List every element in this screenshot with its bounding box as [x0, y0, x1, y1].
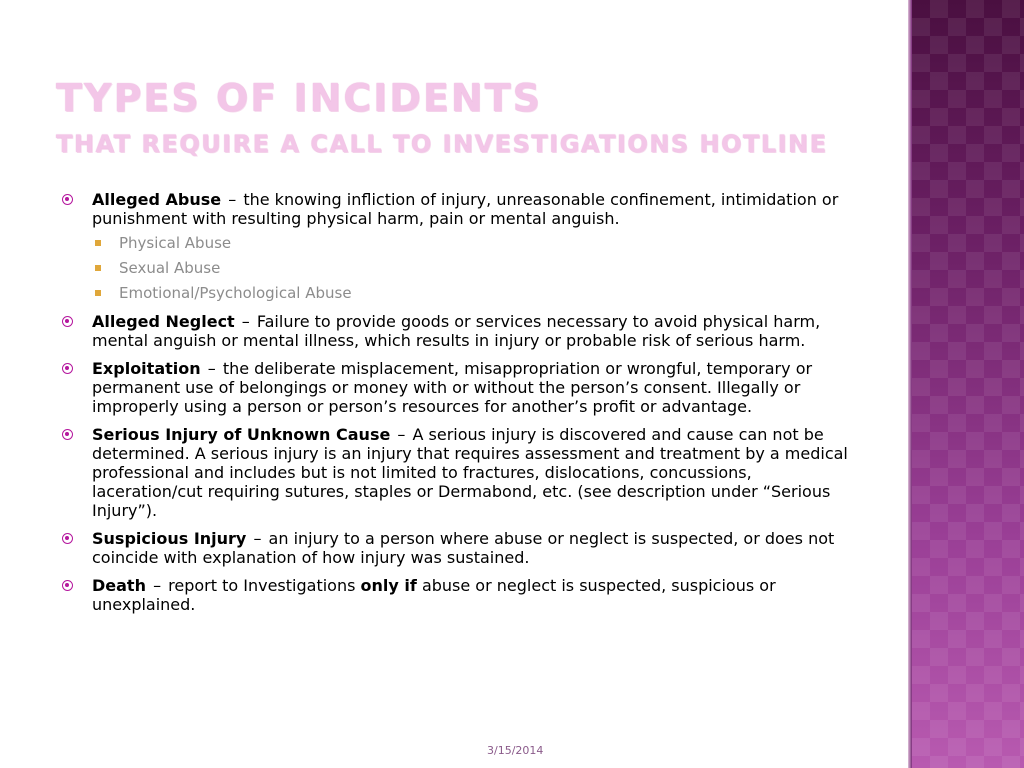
item-dash: –	[228, 190, 237, 209]
item-description: the knowing infliction of injury, unreasonable confinement, intimidation or punishment with resulting physical harm, pain or mental anguish.	[92, 190, 839, 228]
circle-dot-icon	[62, 194, 73, 205]
circle-dot-icon	[62, 580, 73, 591]
circle-dot-icon	[62, 533, 73, 544]
incident-list	[62, 190, 852, 623]
list-item-exploitation	[62, 359, 852, 416]
list-item-serious-injury	[62, 425, 852, 520]
item-description: Failure to provide goods or services necessary to avoid physical harm, mental anguish or mental illness, which results in injury or probable risk of serious harm.	[92, 312, 821, 350]
side-decorative-band	[912, 0, 1024, 768]
list-item-death	[62, 576, 852, 614]
item-dash: –	[207, 359, 216, 378]
sub-item-sexual-abuse	[92, 259, 852, 278]
item-description: the deliberate misplacement, misappropriation or wrongful, temporary or permanent use of belongings or money with or without the person’s consent. Illegally or improperly using a person or person’s resources for another’s profit or advantage.	[92, 359, 813, 416]
sub-item-label: Physical Abuse	[119, 234, 232, 252]
item-term: Suspicious Injury	[92, 529, 247, 548]
item-dash: –	[253, 529, 262, 548]
sub-item-label: Sexual Abuse	[119, 259, 221, 277]
sub-item-physical-abuse	[92, 234, 852, 253]
item-description-start: report to Investigations	[168, 576, 356, 595]
sub-item-emotional-abuse	[92, 284, 852, 303]
slide-title: TYPES OF INCIDENTS	[56, 76, 542, 120]
list-item-alleged-abuse	[62, 190, 852, 303]
item-term: Death	[92, 576, 146, 595]
abuse-subtypes	[92, 234, 852, 303]
circle-dot-icon	[62, 363, 73, 374]
list-item-suspicious-injury	[62, 529, 852, 567]
item-term: Serious Injury of Unknown Cause	[92, 425, 391, 444]
square-bullet-icon	[95, 265, 101, 271]
item-term: Alleged Neglect	[92, 312, 235, 331]
list-item-alleged-neglect	[62, 312, 852, 350]
square-bullet-icon	[95, 240, 101, 246]
item-dash: –	[241, 312, 250, 331]
item-term: Alleged Abuse	[92, 190, 222, 209]
item-description-end: abuse or neglect is suspected, suspicious or unexplained.	[92, 576, 776, 614]
item-description: A serious injury is discovered and cause can not be determined. A serious injury is an injury that requires assessment and treatment by a medical professional and includes but is not limited to fractures, dislocations, concussions, laceration/cut requiring sutures, staples or Dermabond, etc. (see description under “Serious Injury”).	[92, 425, 848, 520]
item-term: Exploitation	[92, 359, 201, 378]
item-emphasis: only if	[360, 576, 417, 595]
slide-subtitle: THAT REQUIRE A CALL TO INVESTIGATIONS HOTLINE	[56, 130, 828, 158]
circle-dot-icon	[62, 316, 73, 327]
sub-item-label: Emotional/Psychological Abuse	[119, 284, 352, 302]
item-dash: –	[153, 576, 162, 595]
square-bullet-icon	[95, 290, 101, 296]
item-description: an injury to a person where abuse or neglect is suspected, or does not coincide with explanation of how injury was sustained.	[92, 529, 835, 567]
footer-date: 3/15/2014	[487, 744, 544, 757]
item-dash: –	[397, 425, 406, 444]
circle-dot-icon	[62, 429, 73, 440]
